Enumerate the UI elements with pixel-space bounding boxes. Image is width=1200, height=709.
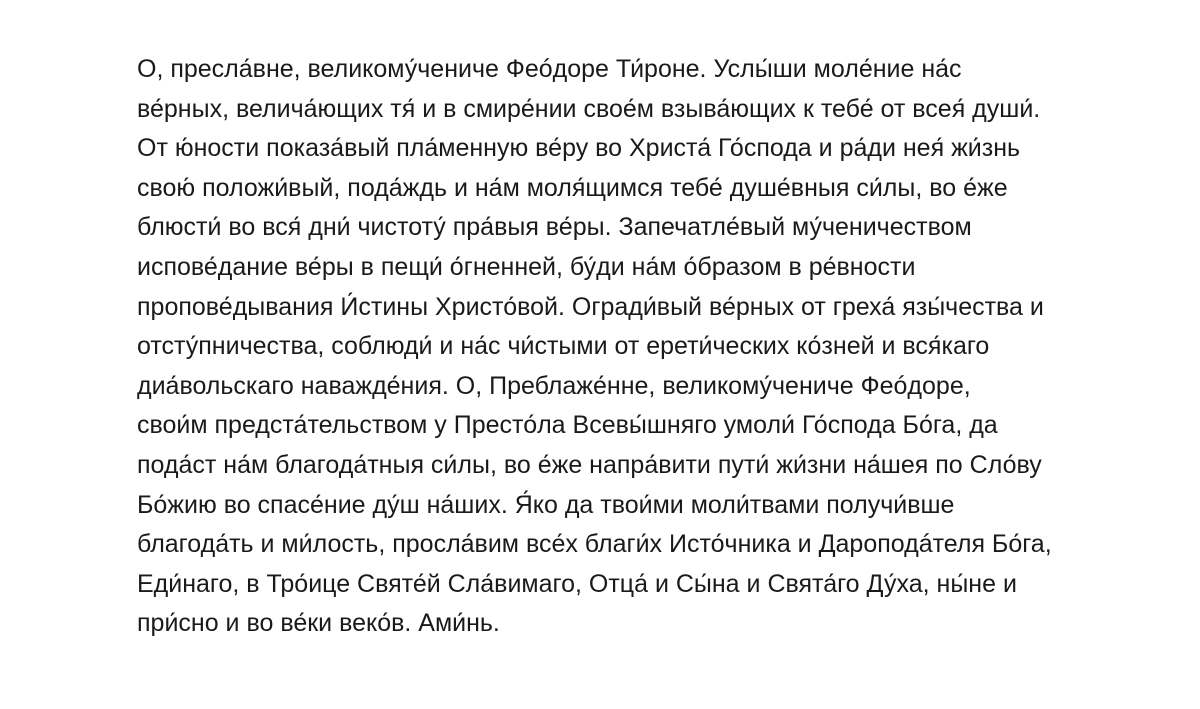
text-line: блюсти́ во вся́ дни́ чистоту́ пра́выя ве́ры. Запечатле́вый му́ченичеством	[137, 213, 972, 242]
text-line: пропове́дывания И́стины Христо́вой. Огради́вый ве́рных от греха́ язы́чества и	[137, 292, 1044, 321]
text-line: при́сно и во ве́ки веко́в. Ами́нь.	[137, 609, 500, 638]
text-line: благода́ть и ми́лость, просла́вим все́х благи́х Исто́чника и Дароподáтеля Бо́га,	[137, 530, 1052, 559]
text-line: ве́рных, велича́ющих тя́ и в смире́нии свое́м взыва́ющих к тебе́ от всея́ души́.	[137, 94, 1041, 123]
text-line: пода́ст на́м благода́тныя си́лы, во е́же напра́вити пути́ жи́зни на́шея по Сло́ву	[137, 450, 1042, 479]
text-line: От ю́ности показа́вый пла́менную ве́ру во Христа́ Го́спода и ра́ди нея́ жи́знь	[137, 134, 1021, 163]
text-line: Бо́жию во спасе́ние ду́ш на́ших. Я́ко да твои́ми моли́твами получи́вше	[137, 490, 955, 519]
text-line: свою́ положи́вый, пода́ждь и на́м моля́щимся тебе́ душе́вныя си́лы, во е́же	[137, 173, 1008, 202]
text-line: отсту́пничества, соблюди́ и на́с чи́стыми от ерети́ческих ко́зней и вся́каго	[137, 332, 990, 361]
text-line: диа́вольскаго наважде́ния. О, Преблаже́нне, великому́чениче Феóдоре,	[137, 371, 971, 400]
text-line: Еди́наго, в Тро́ице Святе́й Сла́вимаго, Отца́ и Сы́на и Свята́го Ду́ха, ны́не и	[137, 569, 1017, 598]
text-line: испове́дание ве́ры в пещи́ о́гненней, бу́ди на́м о́бразом в ре́вности	[137, 252, 916, 281]
text-line: О, пресла́вне, великому́чениче Феóдоре Ти́роне. Услы́ши моле́ние на́с	[137, 55, 962, 83]
text-line: свои́м предста́тельством у Престо́ла Всевы́шняго умоли́ Го́спода Бо́га, да	[137, 411, 998, 440]
prayer-text	[137, 50, 1187, 644]
